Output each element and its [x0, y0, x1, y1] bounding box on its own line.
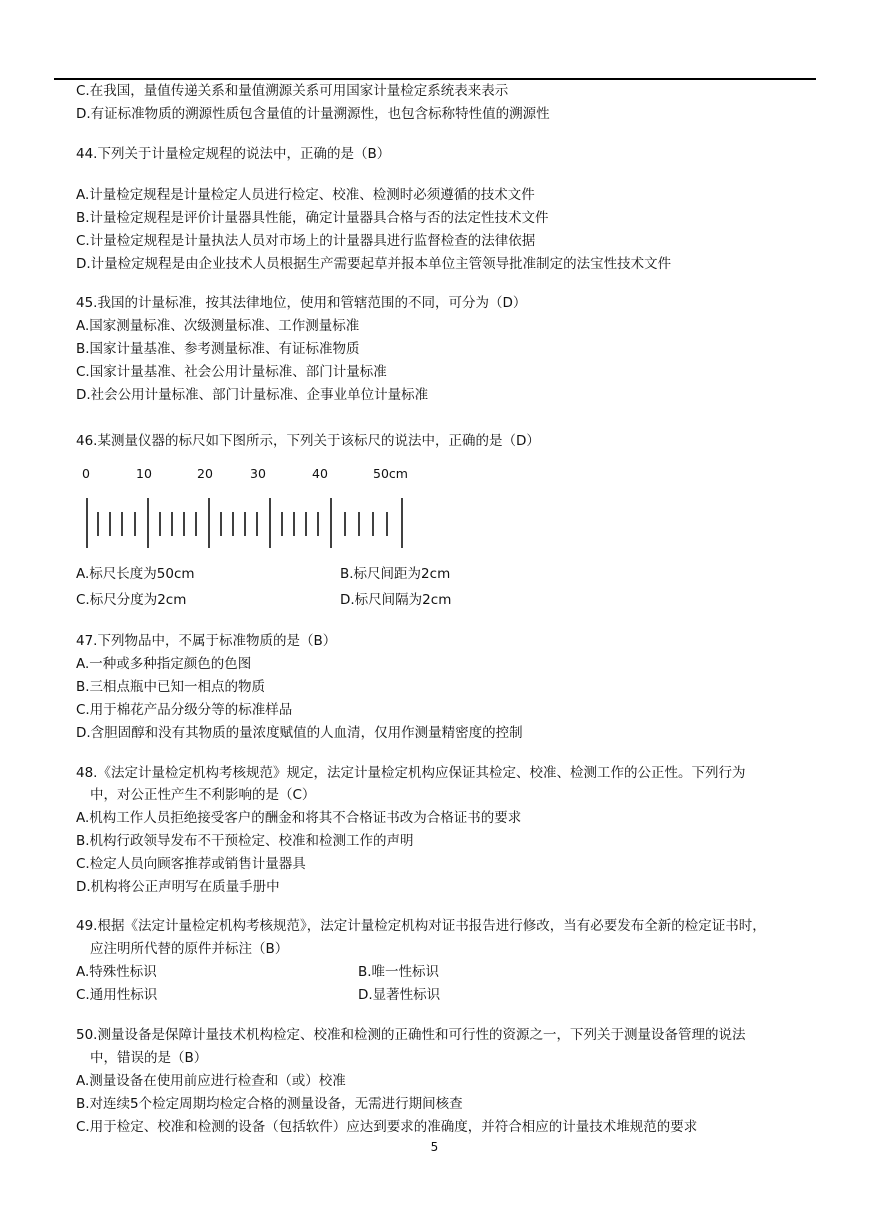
q48-option-a: A.机构工作人员拒绝接受客户的酬金和将其不合格证书改为合格证书的要求 [76, 810, 522, 826]
q50-option-c: C.用于检定、校准和检测的设备（包括软件）应达到要求的准确度，并符合相应的计量技术堆规范的要求 [76, 1119, 698, 1135]
header-rule [54, 78, 816, 80]
q48-option-d: D.机构将公正声明写在质量手册中 [76, 879, 280, 895]
q44-option-d: D.计量检定规程是由企业技术人员根据生产需要起草并报本单位主管领导批准制定的法宝性技术文件 [76, 256, 672, 272]
prev-option-d: D.有证标准物质的溯源性质包含量值的计量溯源性，也包含标称特性值的溯源性 [76, 106, 550, 122]
ruler-label-40: 40 [312, 466, 328, 481]
q45-option-c: C.国家计量基准、社会公用计量标准、部门计量标准 [76, 364, 387, 380]
q44-option-b: B.计量检定规程是评价计量器具性能，确定计量器具合格与否的法定性技术文件 [76, 210, 549, 226]
q49-option-b: B.唯一性标识 [358, 964, 440, 980]
q49-option-a: A.特殊性标识 [76, 964, 157, 980]
ruler-label-20: 20 [197, 466, 213, 481]
q46-option-b: B.标尺间距为2cm [340, 566, 451, 582]
q44-option-a: A.计量检定规程是计量检定人员进行检定、校准、检测时必须遵循的技术文件 [76, 187, 535, 203]
q44-option-c: C.计量检定规程是计量执法人员对市场上的计量器具进行监督检查的法律依据 [76, 233, 536, 249]
q48-stem-line1: 48.《法定计量检定机构考核规范》规定，法定计量检定机构应保证其检定、校准、检测工作的公正性。下列行为 [76, 765, 746, 781]
q45-option-b: B.国家计量基准、参考测量标准、有证标准物质 [76, 341, 360, 357]
ruler-label-30: 30 [250, 466, 266, 481]
q50-option-b: B.对连续5个检定周期均检定合格的测量设备，无需进行期间核查 [76, 1096, 463, 1112]
q46-option-a: A.标尺长度为50cm [76, 566, 195, 582]
q47-option-a: A.一种或多种指定颜色的色图 [76, 656, 252, 672]
prev-option-c: C.在我国，量值传递关系和量值溯源关系可用国家计量检定系统表来表示 [76, 83, 509, 99]
q49-stem-line2: 应注明所代替的原件并标注（B） [90, 941, 289, 957]
q45-option-a: A.国家测量标准、次级测量标准、工作测量标准 [76, 318, 360, 334]
q46-option-c: C.标尺分度为2cm [76, 592, 187, 608]
q49-option-d: D.显著性标识 [358, 987, 441, 1003]
q47-option-b: B.三相点瓶中已知一相点的物质 [76, 679, 266, 695]
q48-stem-line2: 中，对公正性产生不利影响的是（C） [90, 787, 316, 803]
q50-option-a: A.测量设备在使用前应进行检查和（或）校准 [76, 1073, 346, 1089]
scale-ruler-figure [80, 496, 410, 552]
q47-option-c: C.用于棉花产品分级分等的标准样品 [76, 702, 293, 718]
q48-option-b: B.机构行政领导发布不干预检定、校准和检测工作的声明 [76, 833, 414, 849]
q49-stem-line1: 49.根据《法定计量检定机构考核规范》，法定计量检定机构对证书报告进行修改，当有必要发布全新的检定证书时， [76, 918, 766, 934]
q47-option-d: D.含胆固醇和没有其物质的量浓度赋值的人血清，仅用作测量精密度的控制 [76, 725, 523, 741]
q49-option-c: C.通用性标识 [76, 987, 158, 1003]
q44-stem: 44.下列关于计量检定规程的说法中，正确的是（B） [76, 146, 391, 162]
q45-stem: 45.我国的计量标准，按其法律地位，使用和管辖范围的不同，可分为（D） [76, 295, 527, 311]
q45-option-d: D.社会公用计量标准、部门计量标准、企事业单位计量标准 [76, 387, 429, 403]
ruler-label-10: 10 [136, 466, 152, 481]
q46-stem: 46.某测量仪器的标尺如下图所示，下列关于该标尺的说法中，正确的是（D） [76, 433, 540, 449]
page-number: 5 [430, 1140, 439, 1154]
ruler-label-0: 0 [82, 466, 90, 481]
q46-option-d: D.标尺间隔为2cm [340, 592, 452, 608]
ruler-label-50cm: 50cm [373, 466, 408, 481]
q47-stem: 47.下列物品中，不属于标准物质的是（B） [76, 633, 337, 649]
q48-option-c: C.检定人员向顾客推荐或销售计量器具 [76, 856, 306, 872]
q50-stem-line1: 50.测量设备是保障计量技术机构检定、校准和检测的正确性和可行性的资源之一，下列关于测量设备管理的说法 [76, 1027, 746, 1043]
q50-stem-line2: 中，错误的是（B） [90, 1050, 208, 1066]
